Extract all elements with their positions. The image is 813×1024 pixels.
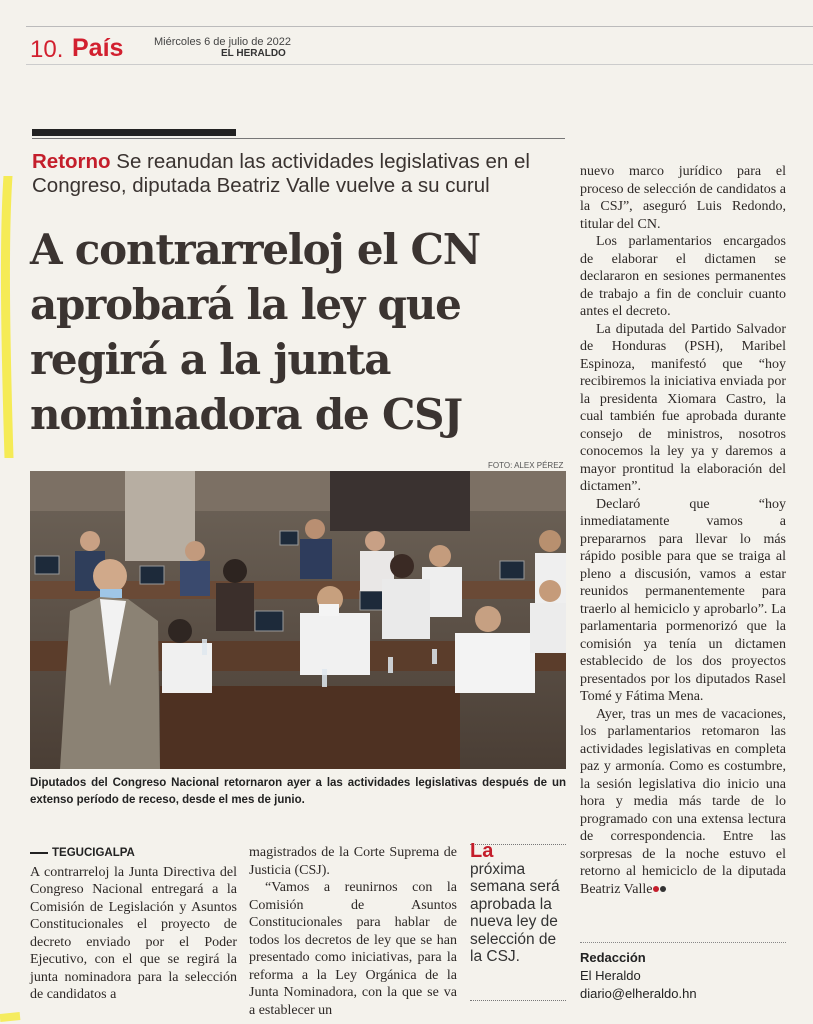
newspaper-name: EL HERALDO (221, 48, 286, 59)
pull-quote-text: próxima semana será aprobada la nueva ley de selección de la CSJ. (470, 860, 560, 965)
body-paragraph: Los parlamentarios encargados de elaborar el dictamen se declararon en sesiones permanentes de trabajo a fin de concluir cuanto antes el decreto. (580, 234, 786, 319)
byline-rule (580, 942, 786, 943)
header-bottom-rule (26, 64, 813, 65)
issue-date: Miércoles 6 de julio de 2022 (154, 36, 291, 48)
body-paragraph: magistrados de la Corte Suprema de Justicia (CSJ). (249, 845, 457, 878)
end-mark-black (660, 886, 666, 892)
byline-email[interactable]: diario@elheraldo.hn (580, 986, 697, 1001)
kicker-text: Se reanudan las actividades legislativas en el Congreso, diputada Beatriz Valle vuelve a su curul (32, 150, 530, 197)
section-name: País (72, 34, 124, 62)
article-column-2 (249, 844, 457, 1019)
body-paragraph: A contrarreloj la Junta Directiva del Congreso Nacional entregará a la Comisión de Legislación y Asuntos Constitucionales el proyecto de decreto enviado por el Poder Ejecutivo, con el que se regirá la junta nominadora para la selección de candidatos a (30, 864, 237, 1002)
congress-session-photo (30, 471, 566, 769)
body-paragraph-text: Ayer, tras un mes de vacaciones, los parlamentarios retomaron las actividades legislativas en completa paz y armonía. Como es costumbre, la sesión legislativa dio inicio una hora y media más tarde de lo programado con una extensa lectura de correspondencia. Entre las sorpresas de la noche estuvo el retorno al hemiciclo de la diputada Beatriz Valle (580, 706, 786, 897)
body-paragraph-last (580, 706, 786, 899)
body-paragraph: Declaró que “hoy inmediatamente vamos a prepararnos para llevar lo más rápido posible para que se traiga al pleno a discusión, vamos a estar reunidos permanentemente para traerlo al hemiciclo y aprobarlo”. La parlamentaria pormenorizó que la comisión ya tenía un dictamen establecido de los dos proyectos presentados por los diputados Rasel Tomé y Fátima Mena. (580, 496, 786, 704)
article-column-1 (30, 845, 237, 1004)
dateline-rule (30, 852, 48, 854)
kicker (32, 150, 572, 198)
byline-title: Redacción (580, 950, 646, 965)
highlighter-mark (0, 176, 20, 458)
pull-quote (470, 840, 566, 966)
kicker-label: Retorno (32, 150, 111, 173)
headline: A contrarreloj el CN aprobará la ley que regirá a la junta nominadora de CSJ (30, 225, 480, 439)
pull-quote-bottom-rule (470, 1000, 566, 1001)
highlighter-mark-bottom (0, 1008, 22, 1024)
body-paragraph: La diputada del Partido Salvador de Honduras (PSH), Maribel Espinoza, manifestó que “hoy recibiremos la iniciativa enviada por la presidenta Xiomara Castro, la cual también fue aprobada durante consejo de ministros, nosotros conocemos la ley ya y daremos a mayor prontitud la elaboración del dictamen”. (580, 321, 786, 494)
photo-illustration (30, 471, 566, 769)
end-mark-red (653, 886, 659, 892)
dateline (30, 845, 237, 863)
body-paragraph: nuevo marco jurídico para el proceso de selección de candidatos a la CSJ”, aseguró Luis Redondo, titular del CN. (580, 164, 786, 232)
photo-caption: Diputados del Congreso Nacional retornaron ayer a las actividades legislativas después de un extenso período de receso, desde el mes de junio. (30, 777, 566, 806)
dateline-text: TEGUCIGALPA (52, 847, 135, 859)
body-paragraph: “Vamos a reunirnos con la Comisión de Asuntos Constitucionales para hablar de todos los decretos de ley que se han presentado como iniciativas, para la reforma a la Ley Orgánica de la Junta Nominadora, con la que se va a establecer un (249, 880, 457, 1018)
section-rule (32, 138, 565, 139)
photo-credit: FOTO: ALEX PÉREZ (488, 461, 564, 470)
article-column-3 (580, 163, 786, 898)
section-number: 10. (30, 36, 64, 63)
byline-name: El Heraldo (580, 968, 641, 983)
pull-quote-lead: La (470, 840, 494, 862)
section-bar (32, 129, 236, 136)
header-top-rule (26, 26, 813, 27)
